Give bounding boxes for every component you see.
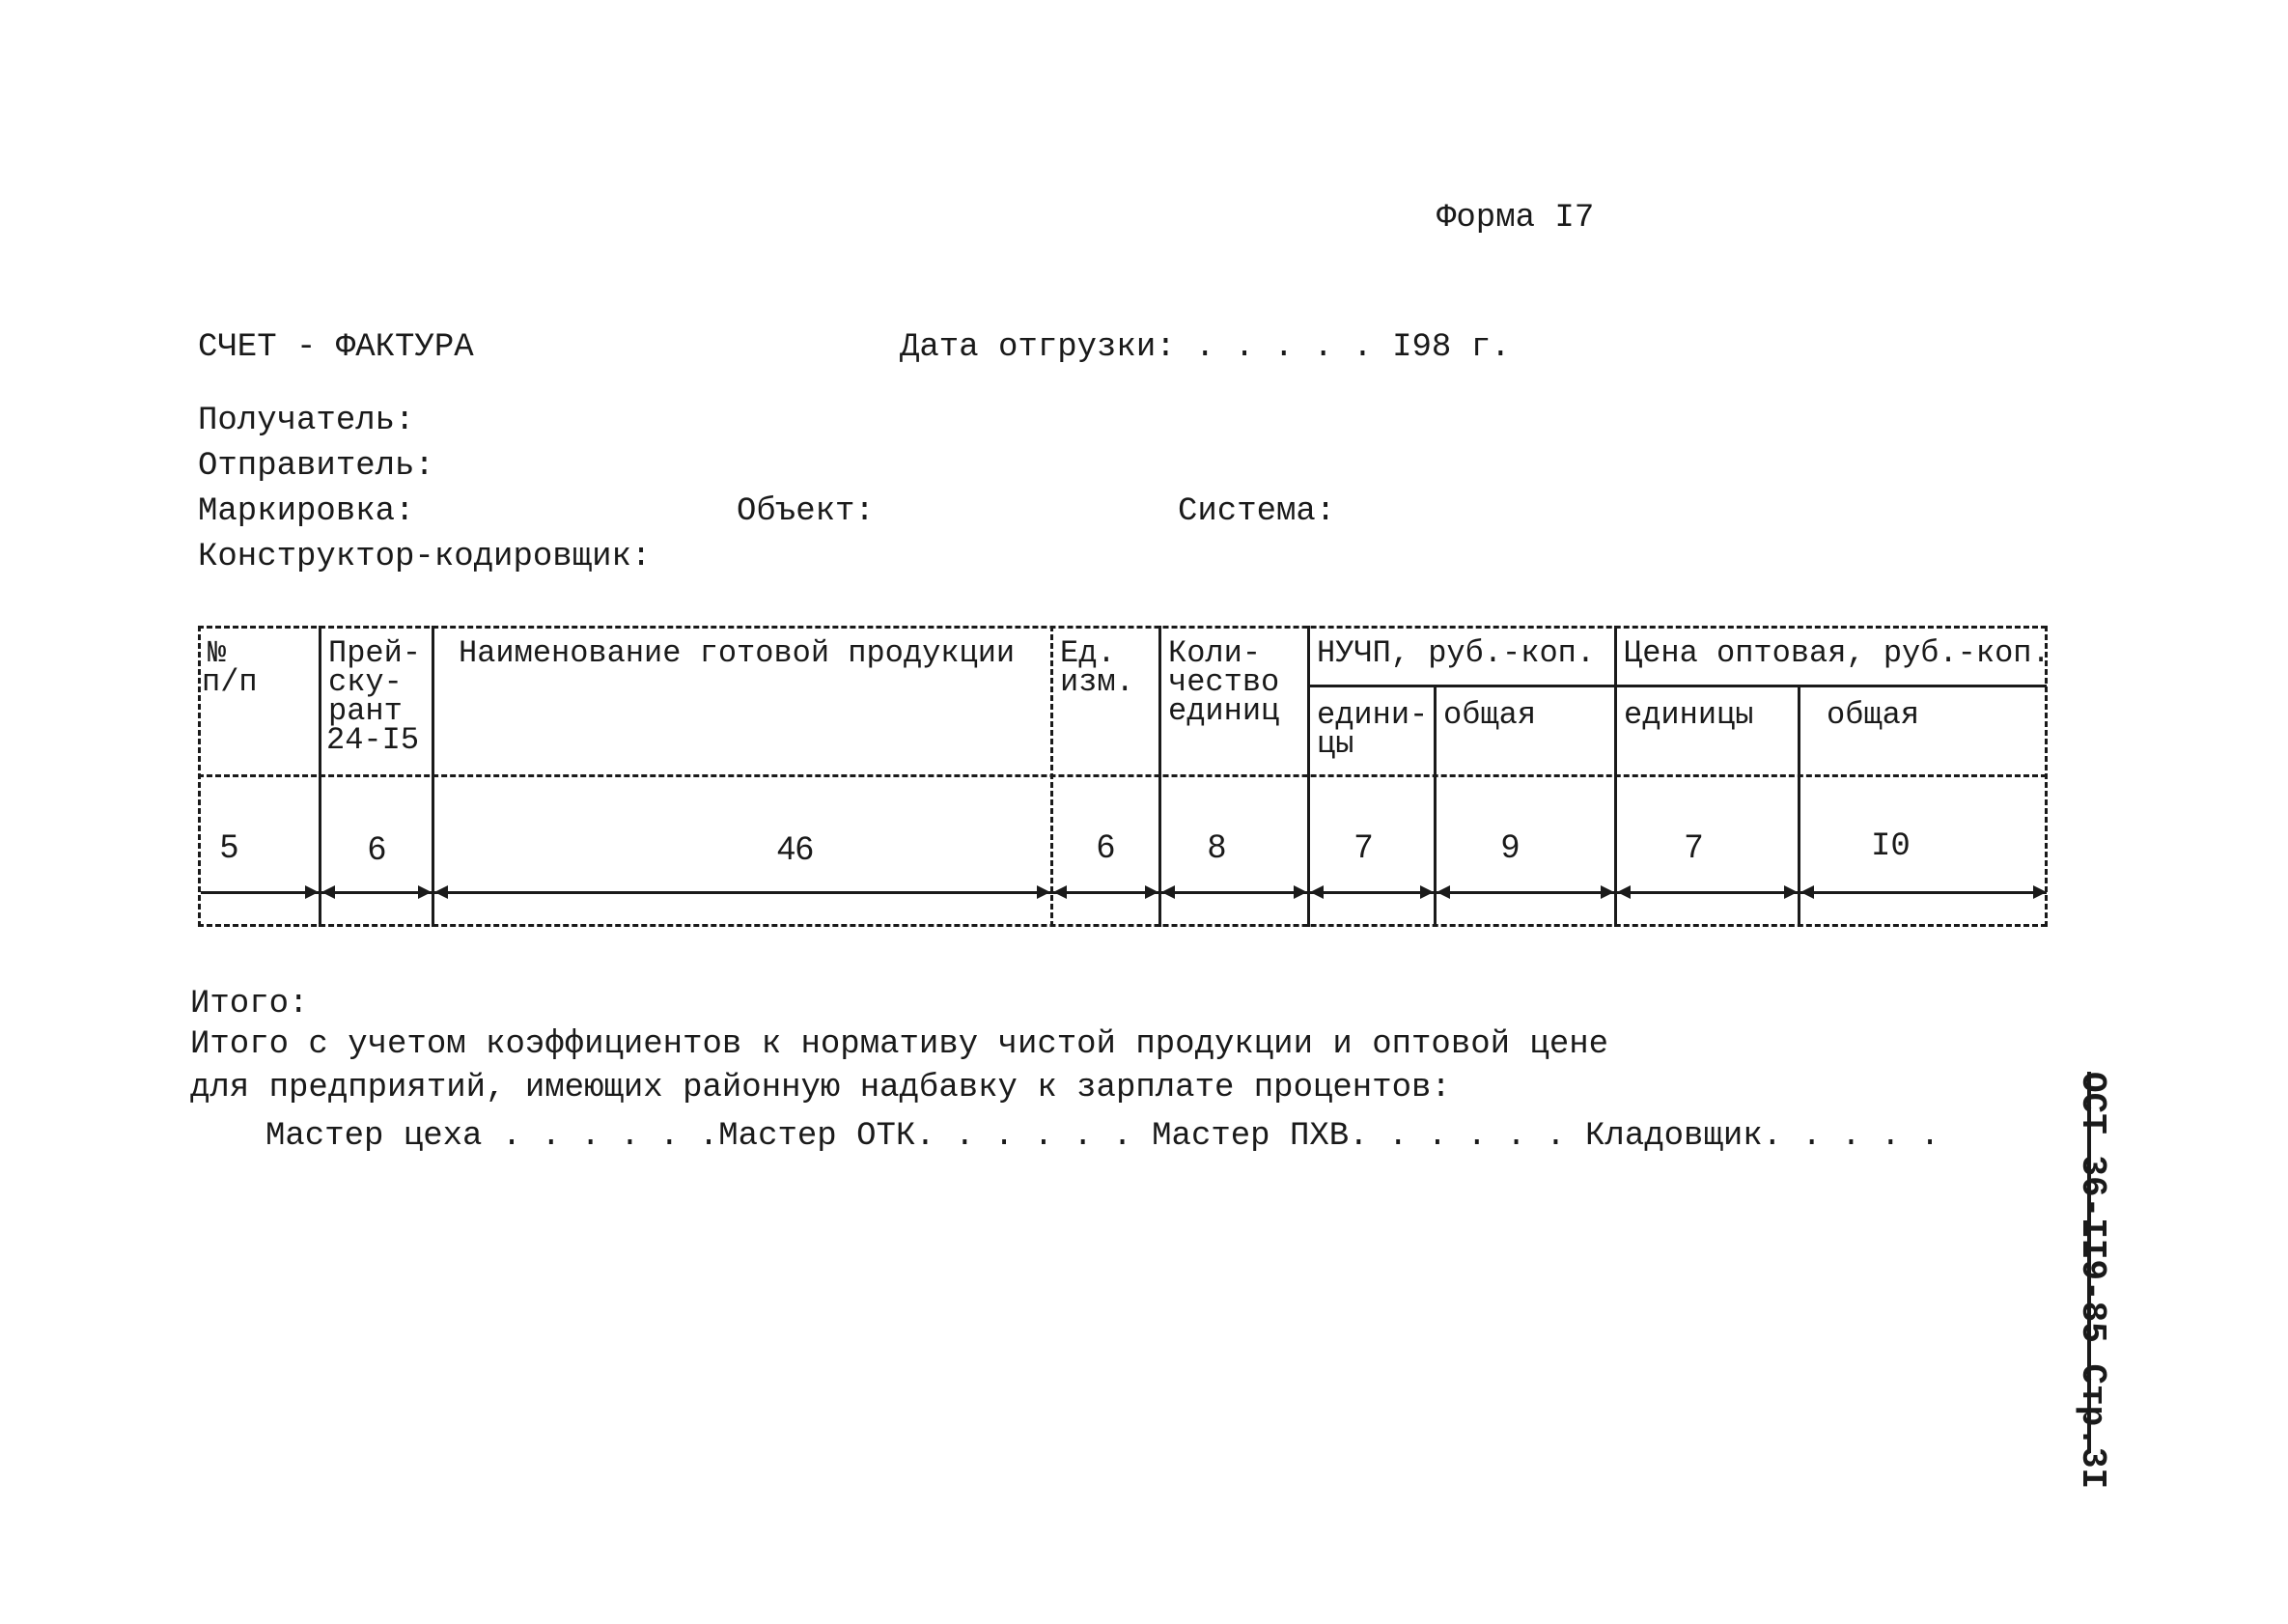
- system-field: Система:: [1178, 493, 1336, 530]
- marking-field: Маркировка:: [198, 493, 415, 530]
- header-qty-l1: Коли-: [1168, 635, 1262, 671]
- width-pricelist: 6: [368, 830, 386, 867]
- recipient-field: Получатель:: [198, 403, 415, 439]
- arrow-left-icon: [1161, 885, 1175, 899]
- arrow-right-icon: [1420, 885, 1434, 899]
- header-wholesale-total: общая: [1827, 697, 1920, 733]
- arrow-left-icon: [1800, 885, 1814, 899]
- arrow-left-icon: [1437, 885, 1450, 899]
- signatures-line: Мастер цеха . . . . . .Мастер ОТК. . . . . . Мастер ПХВ. . . . . . Кладовщик. . . . .: [265, 1118, 1940, 1155]
- header-pricelist-l1: Прей-: [328, 635, 422, 671]
- col-rule-7: [1614, 626, 1617, 927]
- col-rule-5: [1307, 626, 1310, 927]
- header-nuchp-unit-l2: цы: [1317, 726, 1354, 762]
- header-num-l2: п/п: [202, 664, 258, 700]
- width-wholesale-unit: 7: [1685, 828, 1703, 865]
- table-top-border: [198, 626, 2047, 629]
- header-pricelist-l4: 24-I5: [326, 722, 420, 758]
- arrow-left-icon: [1310, 885, 1324, 899]
- arrow-right-icon: [1294, 885, 1307, 899]
- side-stamp: ОСТ 36-II9-85 Стр.3I: [2073, 1072, 2112, 1490]
- arrow-left-icon: [1053, 885, 1067, 899]
- designer-field: Конструктор-кодировщик:: [198, 539, 652, 575]
- regional-line: для предприятий, имеющих районную надбавку к зарплате процентов:: [190, 1070, 1451, 1106]
- arrow-right-icon: [418, 885, 432, 899]
- nuchp-sub-rule: [1310, 685, 1614, 687]
- col-rule-0: [198, 626, 201, 927]
- col-rule-3: [1050, 626, 1053, 927]
- header-unit-l2: изм.: [1060, 664, 1134, 700]
- arrow-right-icon: [1145, 885, 1158, 899]
- header-nuchp-total: общая: [1443, 697, 1537, 733]
- sender-field: Отправитель:: [198, 448, 434, 485]
- header-wholesale: Цена оптовая, руб.-коп.: [1624, 635, 2051, 671]
- arrow-right-icon: [1601, 885, 1614, 899]
- header-nuchp-unit-l1: едини-: [1317, 697, 1429, 733]
- header-product-name: Наименование готовой продукции: [459, 635, 1016, 671]
- total-line: Итого:: [190, 986, 309, 1022]
- header-nuchp: НУЧП, руб.-коп.: [1317, 635, 1596, 671]
- arrow-right-icon: [305, 885, 319, 899]
- total-coef-line: Итого с учетом коэффициентов к нормативу чистой продукции и оптовой цене: [190, 1026, 1609, 1063]
- arrow-right-icon: [1037, 885, 1050, 899]
- arrow-left-icon: [1617, 885, 1631, 899]
- header-unit-l1: Ед.: [1060, 635, 1116, 671]
- arrow-right-icon: [1784, 885, 1798, 899]
- header-qty-l3: единиц: [1168, 693, 1280, 729]
- col-rule-1: [319, 626, 321, 927]
- arrow-right-icon: [2033, 885, 2047, 899]
- table-bottom-border: [198, 924, 2047, 927]
- width-wholesale-total: I0: [1871, 828, 1911, 865]
- width-qty: 8: [1208, 828, 1226, 865]
- width-nuchp-unit: 7: [1354, 828, 1373, 865]
- arrow-left-icon: [321, 885, 335, 899]
- form-label: Форма I7: [1437, 200, 1595, 237]
- shipping-date: Дата отгрузки: . . . . . I98 г.: [900, 329, 1511, 366]
- header-pricelist-l3: рант: [328, 693, 403, 729]
- dimension-line: [201, 891, 2047, 894]
- width-num: 5: [220, 828, 238, 865]
- header-wholesale-unit: единицы: [1624, 697, 1754, 733]
- width-name: 46: [777, 830, 814, 867]
- document-title: СЧЕТ - ФАКТУРА: [198, 329, 474, 366]
- object-field: Объект:: [737, 493, 875, 530]
- header-qty-l2: чество: [1168, 664, 1280, 700]
- header-bottom-rule: [198, 774, 2047, 777]
- header-num-l1: №: [208, 635, 227, 671]
- col-rule-4: [1158, 626, 1161, 927]
- width-unit: 6: [1097, 828, 1115, 865]
- wholesale-sub-rule: [1614, 685, 2047, 687]
- header-pricelist-l2: ску-: [328, 664, 403, 700]
- width-nuchp-total: 9: [1501, 828, 1520, 865]
- col-rule-2: [432, 626, 434, 927]
- arrow-left-icon: [434, 885, 448, 899]
